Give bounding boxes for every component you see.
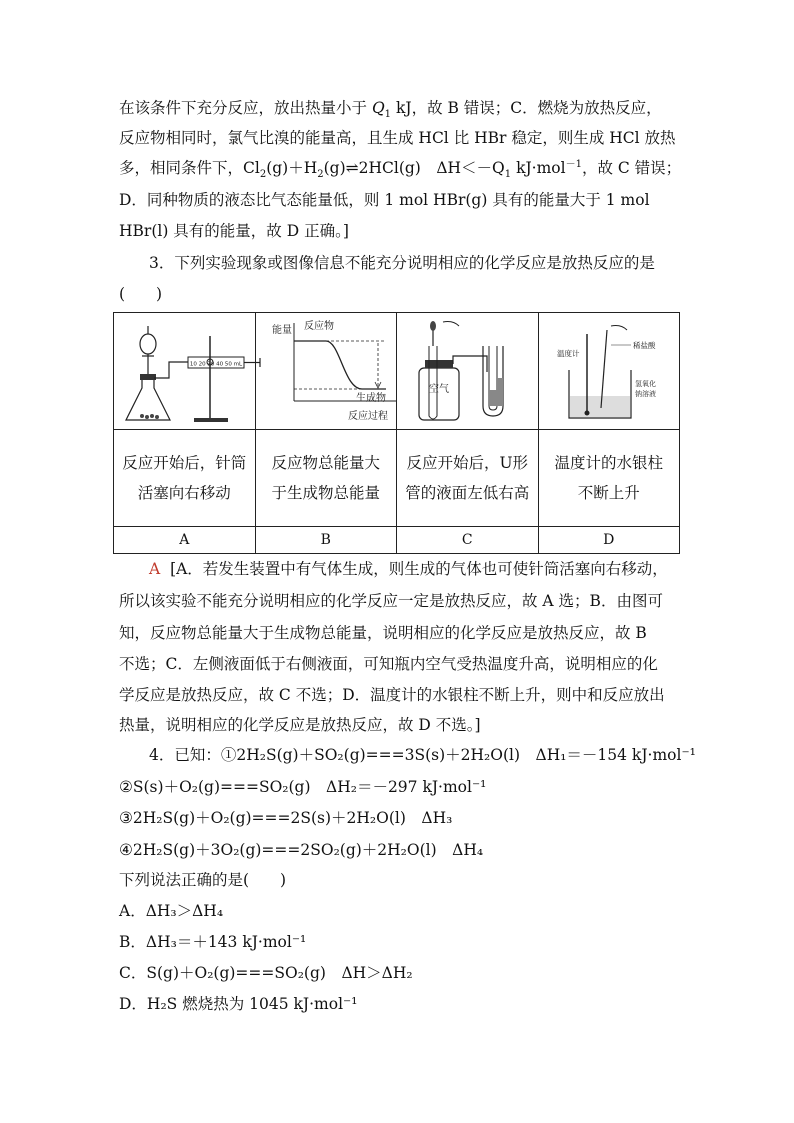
intro-line-4: D．同种物质的液态比气态能量低，则 1 mol HBr(g) 具有的能量大于 1 mol: [119, 191, 650, 209]
intro-line-5: HBr(l) 具有的能量，故 D 正确。]: [119, 222, 349, 240]
q4-option-d: D．H₂S 燃烧热为 1045 kJ·mol⁻¹: [119, 995, 358, 1013]
q3-explanation-line-2: 所以该实验不能充分说明相应的化学反应一定是放热反应，故 A 选；B．由图可: [119, 592, 663, 610]
intro-text: (g)⇌2HCl(g) ΔH＜－Q: [323, 159, 505, 177]
q3-explanation-line-5: 学反应是放热反应，故 C 不选；D．温度计的水银柱不断上升，则中和反应放出: [119, 686, 665, 704]
q3-text-row: [114, 430, 680, 527]
option-a-label: A: [114, 527, 256, 554]
hydrochloric-acid-label: 稀盐酸: [632, 341, 656, 350]
syringe-scale-label: 10 20 30 40 50 mL: [189, 361, 243, 368]
sodium-hydroxide-label-2: 钠溶液: [634, 390, 656, 398]
q3-explanation-line-3: 知，反应物总能量大于生成物总能量，说明相应的化学反应是放热反应，故 B: [119, 624, 647, 642]
option-b-label: B: [255, 527, 397, 554]
q3-image-row: [114, 313, 680, 430]
q4-option-a: A．ΔH₃＞ΔH₄: [119, 902, 224, 920]
option-d-label: D: [538, 527, 680, 554]
energy-profile-diagram: [256, 315, 406, 427]
syringe-apparatus-diagram: [114, 316, 264, 426]
intro-line-1: [119, 98, 662, 121]
q3-explanation-line-6: 热量，说明相应的化学反应是放热反应，故 D 不选。]: [119, 716, 481, 734]
q3-stem: 3．下列实验现象或图像信息不能充分说明相应的化学反应是放热反应的是: [149, 254, 655, 272]
q4-stem-line: [149, 745, 696, 765]
q4-equation-1: ①2H₂S(g)＋SO₂(g)===3S(s)＋2H₂O(l) ΔH₁＝－154 kJ·mol⁻¹: [220, 746, 696, 764]
intro-text: 在该条件下充分反应，放出热量小于: [119, 99, 372, 117]
intro-text: kJ·mol: [511, 159, 566, 177]
explanation-text: [A．若发生装置中有气体生成，则生成的气体也可使针筒活塞向右移动，: [170, 560, 668, 578]
reaction-progress-label: 反应过程: [347, 411, 388, 422]
option-b-text: 反应物总能量大于生成物总能量: [255, 430, 397, 527]
reactant-label: 反应物: [303, 321, 334, 332]
intro-q-symbol: Q: [371, 99, 385, 117]
q4-stem: 4．已知：: [149, 746, 221, 764]
diagram-c-cell: [397, 313, 539, 430]
product-label: 生成物: [355, 393, 386, 404]
intro-text: 多，相同条件下，Cl: [119, 159, 260, 177]
q4-equation-2: ②S(s)＋O₂(g)===SO₂(g) ΔH₂＝－297 kJ·mol⁻¹: [119, 778, 487, 796]
intro-q-subscript: 1: [384, 109, 392, 121]
intro-text: kJ，故 B 错误；C．燃烧为放热反应，: [391, 99, 662, 117]
thermometer-beaker-diagram: [547, 316, 671, 426]
superscript: －1: [565, 158, 582, 170]
intro-text: ，故 C 错误；: [581, 159, 682, 177]
q4-equation-3: ③2H₂S(g)＋O₂(g)===2S(s)＋2H₂O(l) ΔH₃: [119, 809, 453, 827]
intro-line-3: [119, 158, 682, 181]
subscript: 2: [259, 169, 267, 181]
diagram-d-cell: [538, 313, 680, 430]
energy-axis-label: 能量: [271, 325, 292, 336]
u-tube-apparatus-diagram: [405, 316, 529, 426]
diagram-a-cell: [114, 313, 256, 430]
option-a-text: 反应开始后，针筒活塞向右移动: [114, 430, 256, 527]
q3-answer: A: [149, 560, 161, 578]
q4-equation-4: ④2H₂S(g)＋3O₂(g)===2SO₂(g)＋2H₂O(l) ΔH₄: [119, 841, 484, 859]
air-label: 空气: [429, 384, 450, 395]
q3-blank: ( ): [119, 285, 163, 303]
option-c-label: C: [397, 527, 539, 554]
q3-explanation-line-1: [149, 559, 668, 579]
intro-text: (g)＋H: [266, 159, 318, 177]
subscript: 1: [504, 169, 512, 181]
option-d-text: 温度计的水银柱不断上升: [538, 430, 680, 527]
option-c-text: 反应开始后，U形管的液面左低右高: [397, 430, 539, 527]
q3-label-row: [114, 527, 680, 554]
q4-option-b: B．ΔH₃＝＋143 kJ·mol⁻¹: [119, 933, 307, 951]
q3-explanation-line-4: 不选；C．左侧液面低于右侧液面，可知瓶内空气受热温度升高，说明相应的化: [119, 655, 658, 673]
intro-line-2: 反应物相同时，氯气比溴的能量高，且生成 HCl 比 HBr 稳定，则生成 HCl 放热: [119, 129, 676, 147]
q4-option-c: C．S(g)＋O₂(g)===SO₂(g) ΔH＞ΔH₂: [119, 964, 413, 982]
q3-options-table: [113, 312, 680, 554]
sodium-hydroxide-label-1: 氢氧化: [634, 380, 656, 388]
diagram-b-cell: [255, 313, 397, 430]
thermometer-label: 温度计: [556, 349, 580, 358]
subscript: 2: [317, 169, 324, 181]
q4-question: 下列说法正确的是( ): [119, 871, 287, 889]
